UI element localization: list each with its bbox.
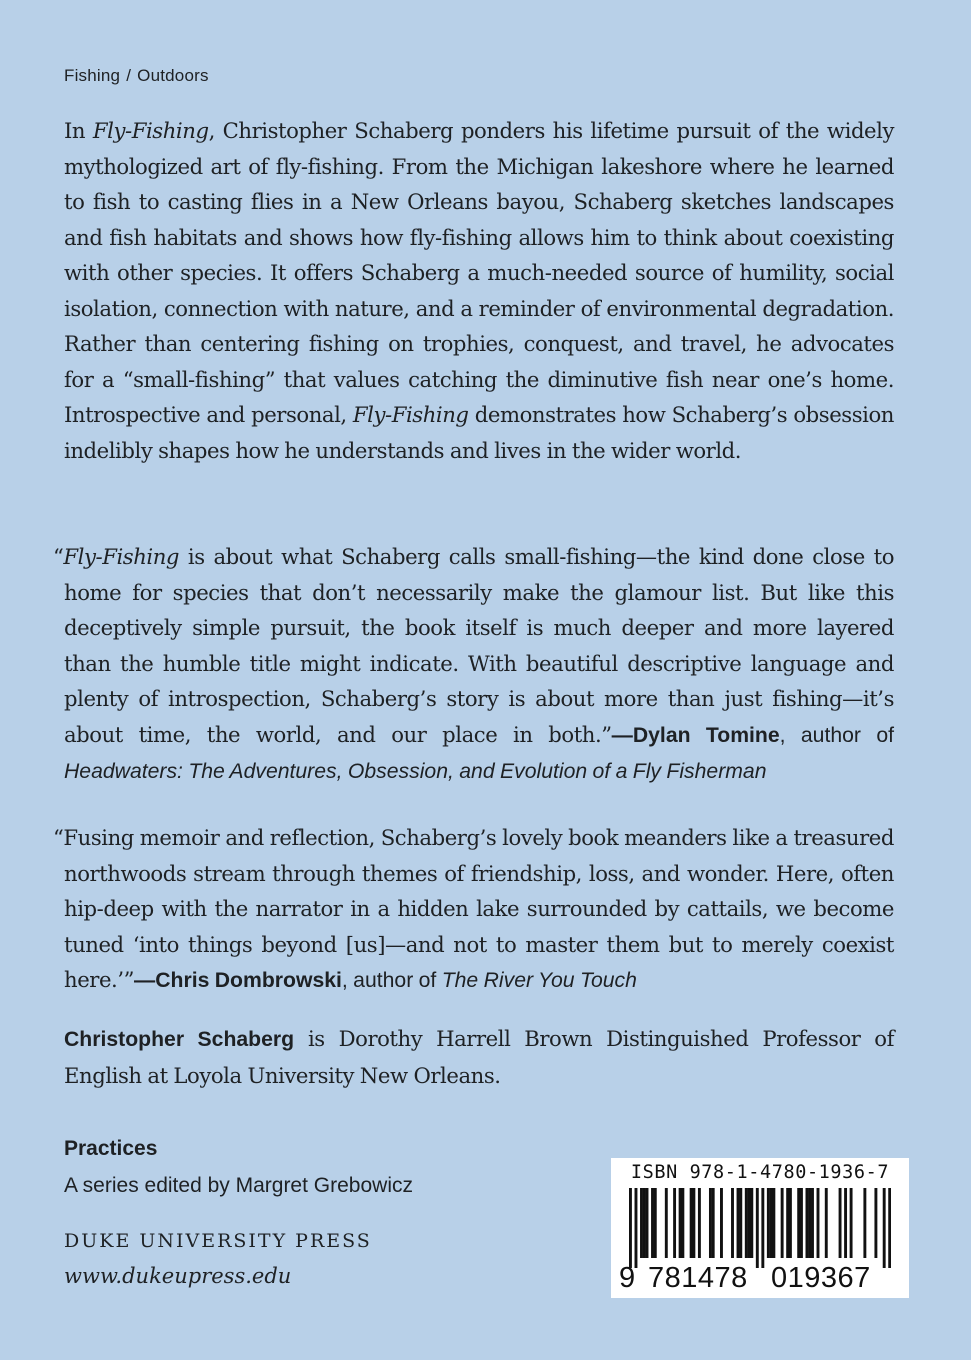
barcode-bar (850, 1188, 853, 1258)
barcode-bar (874, 1188, 877, 1258)
barcode-digits-left: 781478 (648, 1262, 748, 1294)
description-in: In (64, 118, 93, 143)
isbn-label: ISBN 978-1-4780-1936-7 (630, 1162, 890, 1183)
quote2-author-book: The River You Touch (441, 969, 637, 992)
barcode-bar (844, 1188, 847, 1258)
quote1-dash: — (611, 723, 633, 747)
category-label (64, 66, 209, 86)
barcode-bar (811, 1188, 814, 1258)
barcode-bar (761, 1188, 764, 1268)
barcode-digit-first: 9 (619, 1262, 636, 1294)
barcode-bar (808, 1188, 811, 1258)
author-bio (64, 1021, 894, 1093)
quote2-author: Chris Dombrowski (155, 969, 342, 992)
barcode-bar (770, 1188, 773, 1258)
barcode-bar (745, 1188, 748, 1258)
barcode-bar (839, 1188, 842, 1258)
barcode-bar (665, 1188, 668, 1258)
barcode-bar (651, 1188, 654, 1258)
description-book-title-2: Fly-Fishing (352, 402, 469, 427)
description-body-2: demonstrates how Schaberg’s obsession indelibly shapes how he understands and lives in the wider world. (64, 402, 894, 463)
category-separator: / (126, 66, 132, 85)
quote2-text: “Fusing memoir and reflection, Schaberg’s lovely book meanders like a treasured northwoods stream through themes of friendship, loss, and wonder. Here, often hip-deep with the narrator in a hidden lake surrounded by cattails, we become tuned ‘into things beyond [us]—and not to master them but to merely coexist here.’” (53, 825, 894, 992)
barcode-digits-right: 019367 (771, 1262, 871, 1294)
publisher-name: DUKE UNIVERSITY PRESS (64, 1230, 372, 1252)
blurb-chris-dombrowski (53, 820, 894, 999)
category-primary: Fishing (64, 66, 121, 85)
barcode-bar (767, 1188, 770, 1258)
book-description (64, 113, 894, 468)
barcode-bar (654, 1188, 657, 1258)
barcode-bar (789, 1188, 792, 1258)
barcode-bar (772, 1188, 775, 1258)
barcode-bar (643, 1188, 646, 1258)
barcode-bar (883, 1188, 886, 1268)
barcode-bar (731, 1188, 734, 1258)
barcode-bar (673, 1188, 676, 1258)
barcode-bar (698, 1188, 701, 1258)
bio-text: is Dorothy Harrell Brown Distinguished Professor of English at Loyola University New Orleans. (64, 1026, 894, 1088)
category-secondary: Outdoors (137, 66, 209, 85)
barcode-bar (888, 1188, 891, 1268)
quote1-open: “ (53, 544, 64, 569)
barcode-bar (692, 1188, 695, 1258)
barcode-bar (781, 1188, 784, 1258)
quote1-book-title: Fly-Fishing (63, 544, 180, 569)
barcode-bar (681, 1188, 684, 1258)
barcode-bar (720, 1188, 723, 1258)
description-book-title: Fly-Fishing (92, 118, 209, 143)
barcode-bar (629, 1188, 632, 1268)
quote1-author: Dylan Tomine (632, 723, 780, 747)
blurb-dylan-tomine (53, 539, 894, 790)
barcode-bar (646, 1188, 649, 1258)
barcode-bar (806, 1188, 809, 1258)
quote1-text: is about what Schaberg calls small-fishing—the kind done close to home for species that don’t necessarily make the glamour list. But like this deceptively simple pursuit, the book itself is much deeper and more layered than the humble title might indicate. With beautiful descriptive language and plenty of introspection, Schaberg’s story is about more than just fishing—it’s about time, the world, and our place in both.” (64, 544, 894, 747)
quote2-author-of: , author of (341, 969, 442, 992)
barcode-bar (739, 1188, 742, 1258)
barcode-bar (709, 1188, 712, 1258)
barcode-bar (756, 1188, 759, 1268)
barcode-bar (750, 1188, 753, 1258)
barcode-bar (800, 1188, 803, 1258)
series-editor: A series edited by Margret Grebowicz (64, 1174, 413, 1197)
barcode-bar (712, 1188, 715, 1258)
series-title: Practices (64, 1137, 158, 1160)
quote1-author-of: , author of (779, 723, 894, 747)
quote2-dash: — (134, 969, 156, 992)
isbn-barcode (611, 1158, 909, 1298)
barcode-bar (679, 1188, 682, 1258)
bio-author-name: Christopher Schaberg (64, 1028, 295, 1051)
barcode-bar (635, 1188, 638, 1268)
barcode-bars-icon (629, 1188, 891, 1268)
quote1-author-book: Headwaters: The Adventures, Obsession, and Evolution of a Fly Fisherman (64, 760, 767, 783)
barcode-bar (640, 1188, 643, 1258)
barcode-bar (825, 1188, 828, 1258)
barcode-bar (797, 1188, 800, 1258)
barcode-bar (786, 1188, 789, 1258)
barcode-bar (748, 1188, 751, 1258)
barcode-bar (690, 1188, 693, 1258)
barcode-bar (863, 1188, 866, 1258)
barcode-bar (817, 1188, 820, 1258)
publisher-website: www.dukeupress.edu (64, 1264, 292, 1288)
description-body-1: , Christopher Schaberg ponders his lifetime pursuit of the widely mythologized art of fly-fishing. From the Michigan lakeshore where he learned to fish to casting flies in a New Orleans bayou, Schaberg sketches landscapes and fish habitats and shows how fly-fishing allows him to think about coexisting with other species. It offers Schaberg a much-needed source of humility, social isolation, connection with nature, and a reminder of environmental degradation. Rather than centering fishing on trophies, conquest, and travel, he advocates for a “small-fishing” that values catching the diminutive fish near one’s home. Introspective and personal, (64, 118, 894, 427)
barcode-bar (737, 1188, 740, 1258)
